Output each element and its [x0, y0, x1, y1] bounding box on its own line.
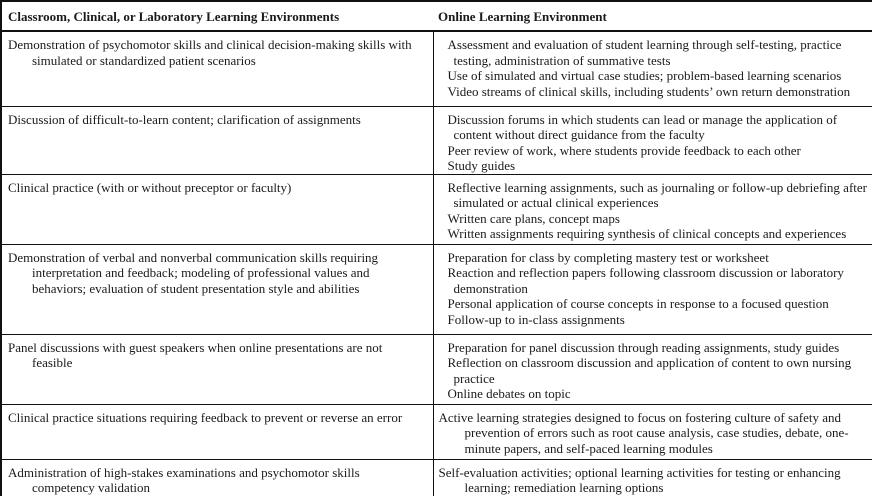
table-row [1, 334, 872, 404]
classroom-cell [1, 404, 433, 459]
online-activity-item: Assessment and evaluation of student learning through self-testing, practice testing, administration of summative tests [447, 37, 842, 68]
online-activity-item: Written care plans, concept maps [447, 210, 620, 226]
online-cell [433, 404, 872, 459]
online-activity-item: Active learning strategies designed to focus on fostering culture of safety and prevention of errors such as root cause analysis, case studies, debate, one-minute papers, and self-paced learning modules [438, 409, 849, 456]
table-row [1, 174, 872, 244]
online-cell [433, 31, 872, 106]
classroom-activity: Panel discussions with guest speakers when online presentations are not feasible [8, 339, 383, 370]
table-row [1, 459, 872, 496]
online-cell [433, 334, 872, 404]
classroom-cell [1, 174, 433, 244]
online-activity-item: Peer review of work, where students provide feedback to each other [447, 142, 801, 158]
table-row [1, 404, 872, 459]
classroom-activity: Demonstration of verbal and nonverbal communication skills requiring interpretation and feedback; modeling of professional values and behaviors; evaluation of student presentation style and abilities [8, 249, 379, 296]
table-row [1, 106, 872, 174]
online-activity-item: Written assignments requiring synthesis of clinical concepts and experiences [447, 226, 847, 241]
classroom-activity: Clinical practice situations requiring feedback to prevent or reverse an error [8, 409, 403, 425]
online-activity-item: Personal application of course concepts in response to a focused question [447, 296, 829, 311]
classroom-activity: Demonstration of psychomotor skills and clinical decision-making skills with simulated or standardized patient scenarios [8, 37, 412, 68]
online-activity-item: Discussion forums in which students can lead or manage the application of content without direct guidance from the faculty [447, 111, 838, 142]
online-activity-item: Follow-up to in-class assignments [447, 311, 625, 327]
online-activity-item: Study guides [447, 158, 516, 173]
header-row [1, 1, 872, 31]
online-activity-item: Online debates on topic [447, 386, 571, 401]
classroom-cell [1, 31, 433, 106]
online-activity-item: Reflective learning assignments, such as journaling or follow-up debriefing after simulated or actual clinical experiences [447, 179, 867, 210]
online-activity-item: Reaction and reflection papers following classroom discussion or laboratory demonstration [447, 265, 844, 296]
classroom-cell [1, 459, 433, 496]
online-activity-item: Reflection on classroom discussion and application of content to own nursing practice [447, 355, 852, 386]
online-cell [433, 244, 872, 334]
online-cell [433, 459, 872, 496]
column-header-online: Online Learning Environment [433, 1, 872, 31]
online-activity-item: Preparation for panel discussion through reading assignments, study guides [447, 339, 840, 355]
online-activity-item: Use of simulated and virtual case studies; problem-based learning scenarios [447, 68, 842, 83]
classroom-cell [1, 244, 433, 334]
classroom-activity: Discussion of difficult-to-learn content; clarification of assignments [8, 111, 361, 127]
classroom-cell [1, 106, 433, 174]
online-activity-item: Preparation for class by completing mastery test or worksheet [447, 249, 769, 265]
classroom-cell [1, 334, 433, 404]
online-activity-item: Video streams of clinical skills, including students’ own return demonstration [447, 83, 851, 99]
table-row [1, 31, 872, 106]
classroom-activity: Administration of high-stakes examinations and psychomotor skills competency validation [8, 464, 360, 495]
online-cell [433, 106, 872, 174]
column-header-classroom: Classroom, Clinical, or Laboratory Learning Environments [1, 1, 433, 31]
classroom-activity: Clinical practice (with or without preceptor or faculty) [8, 179, 292, 195]
online-cell [433, 174, 872, 244]
online-activity-item: Self-evaluation activities; optional learning activities for testing or enhancing learning; remediation learning options [438, 464, 841, 495]
table-row [1, 244, 872, 334]
